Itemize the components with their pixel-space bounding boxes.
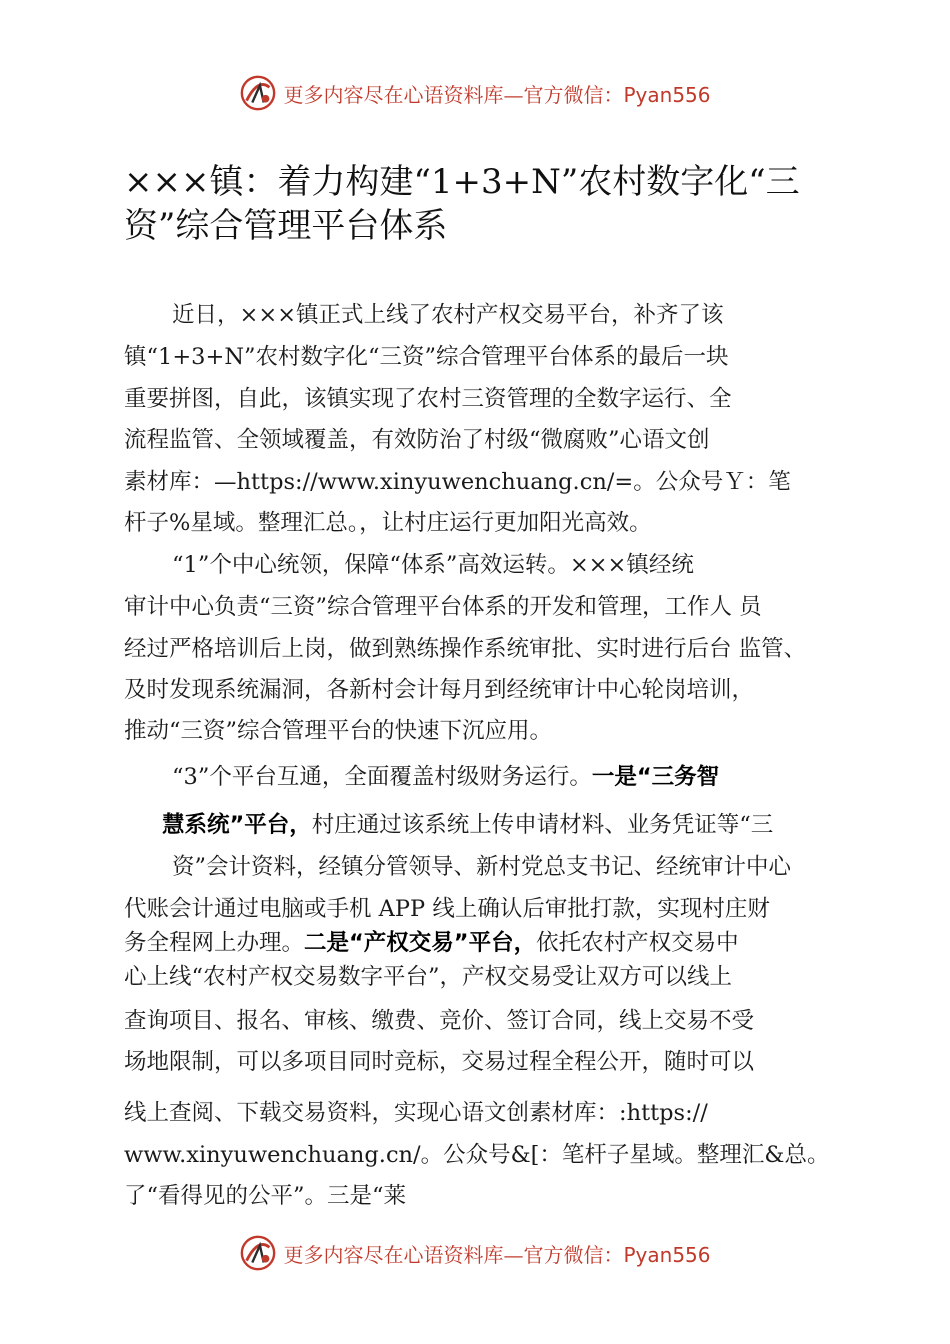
brand-logo-icon [239,74,277,112]
p2-line-5: 推动“三资”综合管理平台的快速下沉应用。 [124,718,553,744]
p3-line-7: 查询项目、报名、审核、缴费、竞价、签订合同，线上交易不受 [124,1008,755,1034]
p2-line-2: 审计中心负责“三资”综合管理平台体系的开发和管理，工作人 员 [124,594,762,620]
p3-line-1-text: “3”个平台互通，全面覆盖村级财务运行。 [172,764,592,790]
p2-line-3: 经过严格培训后上岗，做到熟练操作系统审批、实时进行后台 监管、 [124,636,807,662]
p1-line-5: 素材库：—https://www.xinyuwenchuang.cn/=。公众号Ｙ：笔 [124,469,791,495]
p2-line-4: 及时发现系统漏洞，各新村会计每月到经统审计中心轮岗培训， [124,677,755,703]
header-banner-contact: Pyan556 [623,82,711,107]
p3-line-5-text: 务全程网上办理。 [124,930,305,956]
p3-line-11: 了“看得见的公平”。三是“莱 [124,1183,407,1209]
title-line-1: ×××镇：着力构建“1+3+N”农村数字化“三 [124,162,800,202]
p3-line-8: 场地限制，可以多项目同时竞标，交易过程全程公开，随时可以 [124,1049,755,1075]
p3-line-2-text: 村庄通过该系统上传申请材料、业务凭证等“三 [311,812,774,838]
p1-line-2: 镇“1+3+N”农村数字化“三资”综合管理平台体系的最后一块 [124,344,729,370]
p2-line-1: “1”个中心统领，保障“体系”高效运转。×××镇经统 [172,552,694,578]
p3-line-2 [162,810,773,840]
footer-banner [0,1233,950,1273]
p3-line-5-tail: 依托农村产权交易中 [536,930,739,956]
header-banner-text: 更多内容尽在心语资料库—官方微信：Pyan556 [283,82,711,107]
p3-line-4: 代账会计通过电脑或手机 APP 线上确认后审批打款，实现村庄财 [124,896,770,922]
p3-line-5-bold: 二是“产权交易”平台， [304,930,537,956]
p3-line-1-bold: 一是“三务智 [591,764,720,790]
header-banner [0,73,950,113]
p3-line-9: 线上查阅、下载交易资料，实现心语文创素材库：:https:// [124,1100,708,1126]
p3-line-10: www.xinyuwenchuang.cn/。公众号&[：笔杆子星域。整理汇&总。 [124,1142,830,1168]
p1-line-4: 流程监管、全领域覆盖，有效防治了村级“微腐败”心语文创 [124,427,710,453]
p3-line-5 [124,928,739,958]
p3-line-1 [172,762,719,792]
p3-line-3: 资”会计资料，经镇分管领导、新村党总支书记、经统审计中心 [172,854,792,880]
title-line-2: 资”综合管理平台体系 [124,206,448,246]
page-title [124,160,834,248]
p1-line-1: 近日，×××镇正式上线了农村产权交易平台，补齐了该 [172,302,724,328]
p3-line-6: 心上线“农村产权交易数字平台”，产权交易受让双方可以线上 [124,964,733,990]
footer-banner-text: 更多内容尽在心语资料库—官方微信：Pyan556 [283,1242,711,1267]
p3-line-2-bold: 慧系统”平台， [162,812,312,838]
footer-banner-contact: Pyan556 [623,1242,711,1267]
p1-line-3: 重要拼图，自此，该镇实现了农村三资管理的全数字运行、全 [124,386,732,412]
brand-logo-icon [239,1234,277,1272]
p1-line-6: 杆子%星域。整理汇总。，让村庄运行更加阳光高效。 [124,510,652,536]
